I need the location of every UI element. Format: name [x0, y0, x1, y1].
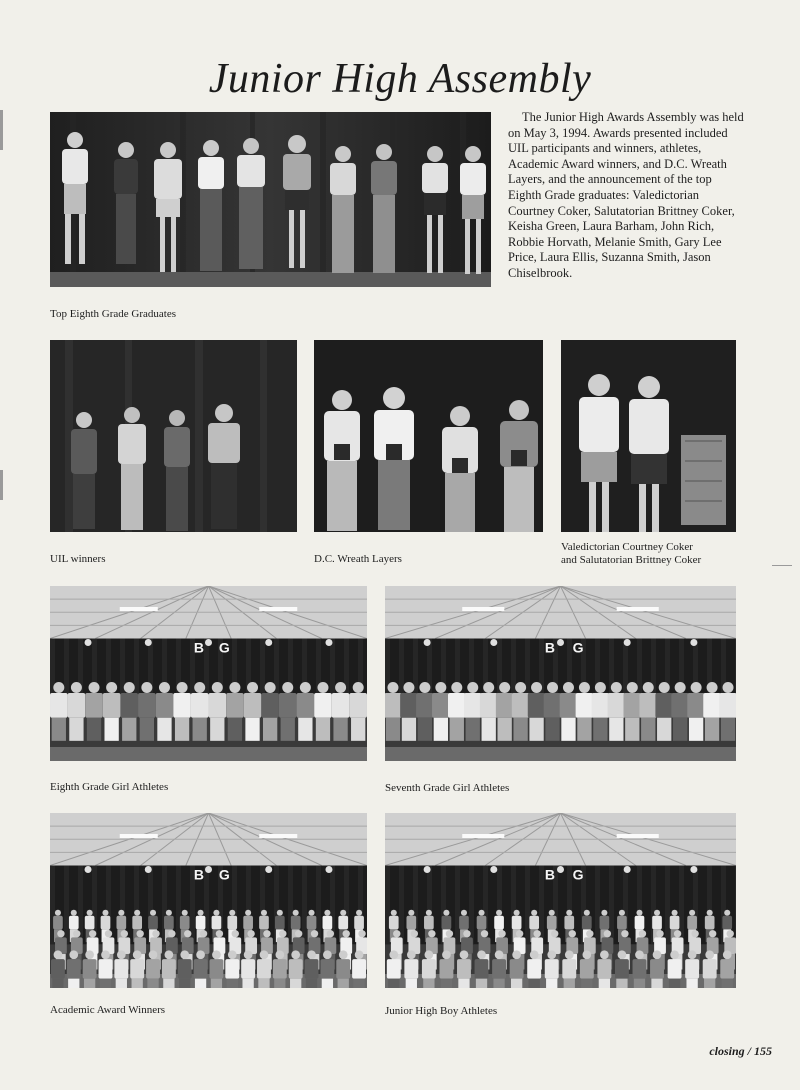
stage-banner-letter: B	[544, 639, 556, 656]
caption-valedictorian-line1: Valedictorian Courtney Coker	[561, 541, 693, 553]
stage-banner-letter: G	[572, 866, 584, 883]
stage-banner-letter: B	[544, 866, 556, 883]
caption-dc-wreath-layers: D.C. Wreath Layers	[314, 553, 402, 565]
page-title: Junior High Assembly	[208, 56, 592, 102]
group-photo-image	[50, 112, 491, 287]
stage-banner-letter: B	[193, 639, 205, 656]
scan-edge-mark	[0, 110, 3, 150]
stage-banner-letter: G	[218, 639, 230, 656]
photo-uil-winners	[50, 340, 297, 532]
group-photo-image	[50, 340, 297, 532]
group-photo-image	[50, 813, 367, 988]
group-photo-image	[50, 586, 367, 761]
caption-top-eighth-grade-graduates: Top Eighth Grade Graduates	[50, 308, 176, 320]
group-photo-image	[314, 340, 543, 532]
caption-seventh-grade-girl-athletes: Seventh Grade Girl Athletes	[385, 782, 510, 794]
caption-valedictorian-line2: and Salutatorian Brittney Coker	[561, 554, 702, 566]
photo-top-eighth-grade-graduates	[50, 112, 491, 287]
scan-edge-mark	[772, 565, 792, 566]
stage-banner-letter: B	[193, 866, 205, 883]
photo-dc-wreath-layers	[314, 340, 543, 532]
group-photo-image	[385, 586, 736, 761]
stage-banner-letter: G	[572, 639, 584, 656]
caption-academic-award-winners: Academic Award Winners	[50, 1004, 166, 1016]
photo-academic-award-winners	[50, 813, 367, 988]
page-folio: closing / 155	[709, 1044, 772, 1058]
caption-eighth-grade-girl-athletes: Eighth Grade Girl Athletes	[50, 781, 169, 793]
photo-seventh-grade-girl-athletes	[385, 586, 736, 761]
caption-uil-winners: UIL winners	[50, 553, 106, 565]
caption-junior-high-boy-athletes: Junior High Boy Athletes	[385, 1005, 498, 1017]
photo-eighth-grade-girl-athletes	[50, 586, 367, 761]
photo-junior-high-boy-athletes	[385, 813, 736, 988]
scan-edge-mark	[0, 470, 3, 500]
story-text: The Junior High Awards Assembly was held on May 3, 1994. Awards presented included UIL participants and winners, athletes, Academic Award winners, and D.C. Wreath Layers, and the announcement of the top Eighth Grade graduates: Valedictorian Courtney Coker, Salutatorian Brittney Coker, Keisha Green, Laura Barham, John Rich, Robbie Horvath, Melanie Smith, Gary Lee Price, Laura Ellis, Suzanna Smith, Jason Chiselbrook.	[508, 110, 744, 280]
stage-banner-letter: G	[218, 866, 230, 883]
group-photo-image	[385, 813, 736, 988]
photo-valedictorian-salutatorian	[561, 340, 736, 532]
group-photo-image	[561, 340, 736, 532]
